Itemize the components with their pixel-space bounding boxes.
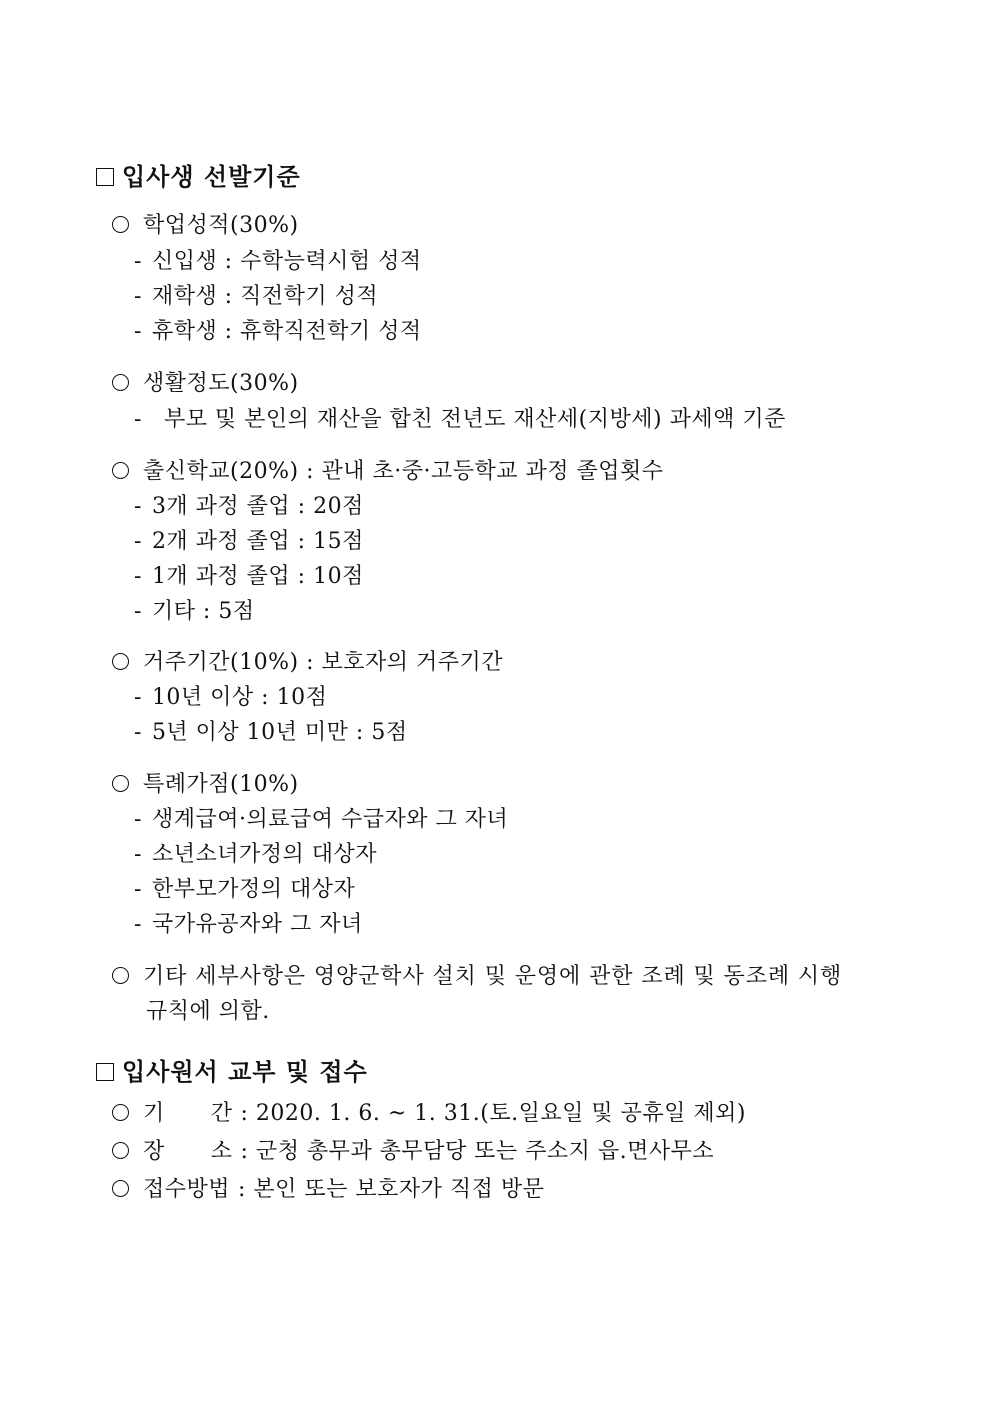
circle-bullet-icon [112,374,129,391]
criteria-item [112,369,299,399]
application-item-period: 기 간 : 2020. 1. 6. ~ 1. 31.(토.일요일 및 공휴일 제외) [112,1099,746,1129]
criteria-label: 출신학교(20%) : 관내 초·중·고등학교 과정 졸업횟수 [143,459,664,484]
circle-bullet-icon [112,967,129,984]
criteria-sub-item: - 소년소녀가정의 대상자 [134,842,377,867]
criteria-sub-item: - 재학생 : 직전학기 성적 [134,284,379,309]
criteria-sub-item: - 5년 이상 10년 미만 : 5점 [134,720,408,745]
criteria-sub-item: - 부모 및 본인의 재산을 합친 전년도 재산세(지방세) 과세액 기준 [134,407,786,432]
criteria-sub-item: - 10년 이상 : 10점 [134,685,328,710]
criteria-sub-item: - 기타 : 5점 [134,599,255,624]
criteria-continuation: 규칙에 의함. [146,999,270,1024]
criteria-sub-item: - 1개 과정 졸업 : 10점 [134,564,364,589]
circle-bullet-icon [112,775,129,792]
criteria-label: 생활정도(30%) [143,371,299,396]
criteria-label: 기타 세부사항은 영양군학사 설치 및 운영에 관한 조례 및 동조례 시행 [143,964,843,989]
criteria-item [112,211,299,241]
criteria-label: 학업성적(30%) [143,213,299,238]
criteria-sub-item: - 신입생 : 수학능력시험 성적 [134,249,422,274]
section-title: 입사원서 교부 및 접수 [122,1057,368,1086]
criteria-sub-item: - 휴학생 : 휴학직전학기 성적 [134,319,422,344]
circle-bullet-icon [112,216,129,233]
criteria-sub-item: - 3개 과정 졸업 : 20점 [134,494,364,519]
criteria-label: 특례가점(10%) [143,772,299,797]
criteria-sub-item: - 국가유공자와 그 자녀 [134,912,363,937]
checkbox-square-icon [96,168,114,186]
circle-bullet-icon [112,1142,129,1159]
circle-bullet-icon [112,1104,129,1121]
circle-bullet-icon [112,653,129,670]
criteria-item [112,648,503,678]
application-item-method: 접수방법 : 본인 또는 보호자가 직접 방문 [112,1175,544,1205]
section-title: 입사생 선발기준 [122,162,301,191]
criteria-sub-item: - 2개 과정 졸업 : 15점 [134,529,364,554]
circle-bullet-icon [112,462,129,479]
criteria-item [112,962,842,992]
criteria-label: 거주기간(10%) : 보호자의 거주기간 [143,650,503,675]
application-item-place: 장 소 : 군청 총무과 총무담당 또는 주소지 읍.면사무소 [112,1137,714,1167]
circle-bullet-icon [112,1180,129,1197]
criteria-item [112,457,663,487]
section-heading-application [96,1057,368,1087]
criteria-sub-item: - 생계급여·의료급여 수급자와 그 자녀 [134,807,509,832]
criteria-sub-item: - 한부모가정의 대상자 [134,877,356,902]
section-heading-selection-criteria [96,162,301,192]
criteria-item [112,770,299,800]
checkbox-square-icon [96,1063,114,1081]
